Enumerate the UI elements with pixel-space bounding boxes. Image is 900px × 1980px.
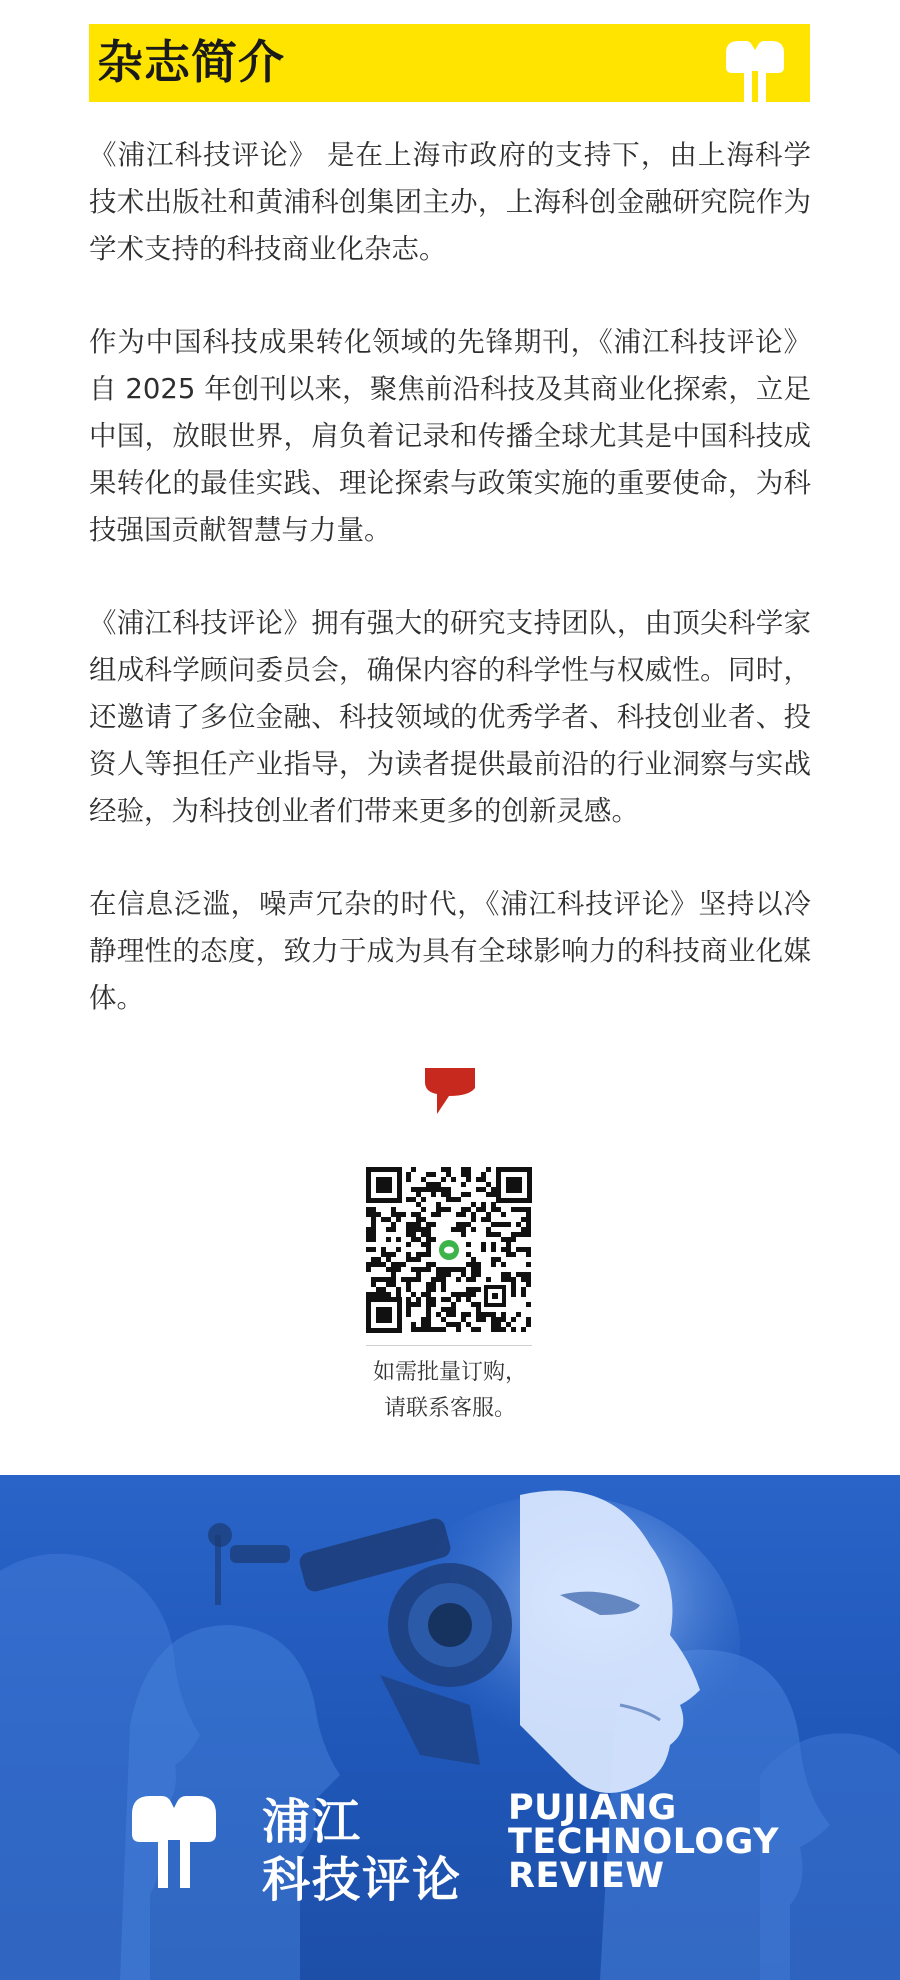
qr-divider bbox=[366, 1345, 532, 1346]
paragraph-team: 《浦江科技评论》拥有强大的研究支持团队，由顶尖科学家组成科学顾问委员会，确保内容的科学性与权威性。同时，还邀请了多位金融、科技领域的优秀学者、科技创业者、投资人等担任产业指导，为读者提供最前沿的行业洞察与实战经验，为科技创业者们带来更多的创新灵感。 bbox=[89, 607, 811, 827]
brand-name-en-line3: REVIEW bbox=[508, 1856, 665, 1896]
brand-name-en-line2: TECHNOLOGY bbox=[508, 1822, 779, 1862]
brand-name-en-line1: PUJIANG bbox=[508, 1788, 677, 1828]
brand-name-cn-line2: 科技评论 bbox=[262, 1852, 463, 1908]
article-body bbox=[89, 132, 811, 1068]
qr-block bbox=[366, 1167, 532, 1346]
red-flag-icon bbox=[425, 1068, 475, 1114]
qr-code[interactable] bbox=[366, 1167, 532, 1333]
pujiang-logo-icon bbox=[128, 1792, 220, 1892]
qr-caption-line1: 如需批量订购， bbox=[372, 1360, 527, 1385]
brand-name-cn bbox=[262, 1793, 462, 1909]
paragraph-mission: 作为中国科技成果转化领域的先锋期刊，《浦江科技评论》自 2025 年创刊以来，聚焦前沿科技及其商业化探索，立足中国，放眼世界，肩负着记录和传播全球尤其是中国科技成果转化的最佳实践、理论探索与政策实施的重要使命，为科技强国贡献智慧与力量。 bbox=[89, 326, 811, 546]
brand-banner bbox=[0, 1475, 900, 1980]
paragraph-positioning: 在信息泛滥，噪声冗杂的时代，《浦江科技评论》坚持以冷静理性的态度，致力于成为具有全球影响力的科技商业化媒体。 bbox=[89, 888, 811, 1014]
brand-name-cn-line1: 浦江 bbox=[262, 1794, 363, 1850]
brand-name-en bbox=[508, 1788, 779, 1896]
paragraph-intro: 《浦江科技评论》 是在上海市政府的支持下，由上海科学技术出版社和黄浦科创集团主办，上海科创金融研究院作为学术支持的科技商业化杂志。 bbox=[89, 139, 811, 265]
section-header bbox=[89, 24, 810, 102]
qr-caption bbox=[300, 1355, 600, 1427]
pujiang-logo-icon bbox=[720, 37, 790, 102]
qr-caption-line2: 请联系客服。 bbox=[383, 1396, 516, 1421]
section-title: 杂志简介 bbox=[97, 35, 285, 89]
